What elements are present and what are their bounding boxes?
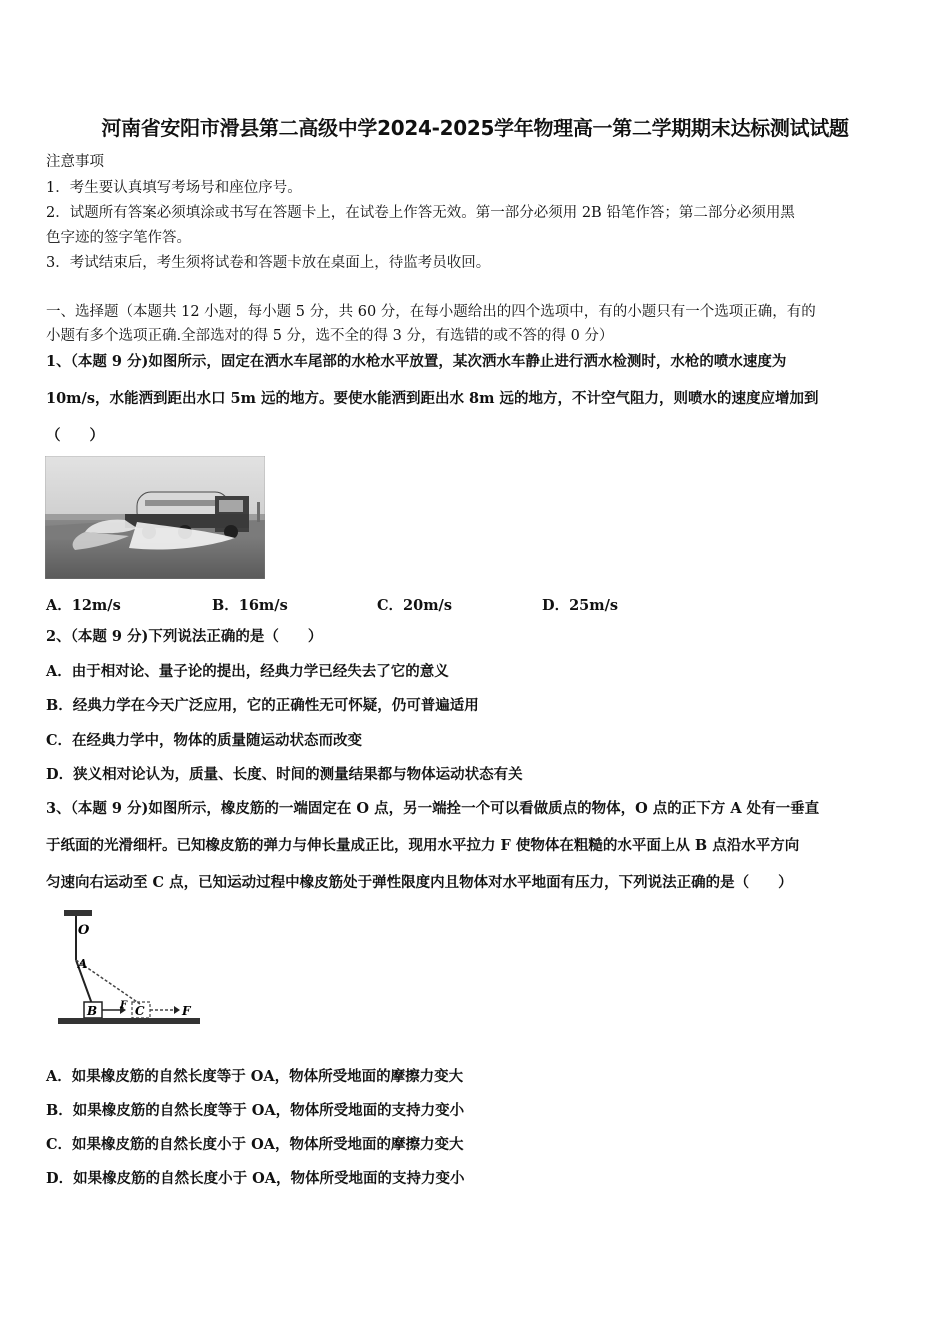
q1-option-a: A．12m/s xyxy=(46,597,121,614)
section1-intro-line2: 小题有多个选项正确.全部选对的得 5 分，选不全的得 3 分，有选错的或不答的得 0 分） xyxy=(46,328,614,344)
ceiling-support xyxy=(64,910,92,916)
notice-item-1: 1．考生要认真填写考场号和座位序号。 xyxy=(46,180,302,196)
water-truck-photo xyxy=(45,456,265,579)
ground xyxy=(58,1018,200,1024)
q2-option-b: B．经典力学在今天广泛应用，它的正确性无可怀疑，仍可普遍适用 xyxy=(46,697,479,714)
notice-item-2: 2．试题所有答案必须填涂或书写在答题卡上，在试卷上作答无效。第一部分必须用 2B 铅笔作答；第二部分必须用黑 xyxy=(46,205,795,221)
q3-option-b: B．如果橡皮筋的自然长度等于 OA，物体所受地面的支持力变小 xyxy=(46,1102,465,1119)
q1-option-b: B．16m/s xyxy=(212,597,288,614)
q3-stem-line3: 匀速向右运动至 C 点，已知运动过程中橡皮筋处于弹性限度内且物体对水平地面有压力，下列说法正确的是（ ） xyxy=(46,874,793,891)
label-o: O xyxy=(78,923,90,938)
section1-intro-line1: 一、选择题（本题共 12 小题，每小题 5 分，共 60 分，在每小题给出的四个选项中，有的小题只有一个选项正确，有的 xyxy=(46,304,816,320)
q3-stem-line1: 3、（本题 9 分)如图所示，橡皮筋的一端固定在 O 点，另一端拴一个可以看做质点的物体，O 点的正下方 A 处有一垂直 xyxy=(46,800,820,817)
q1-option-c: C．20m/s xyxy=(377,597,453,614)
q1-stem-line2: 10m/s，水能洒到距出水口 5m 远的地方。要使水能洒到距出水 8m 远的地方，不计空气阻力，则喷水的速度应增加到 xyxy=(46,390,819,407)
q2-option-d: D．狭义相对论认为，质量、长度、时间的测量结果都与物体运动状态有关 xyxy=(46,766,523,783)
q3-option-d: D．如果橡皮筋的自然长度小于 OA，物体所受地面的支持力变小 xyxy=(46,1170,465,1187)
page-title: 河南省安阳市滑县第二高级中学2024-2025学年物理高一第二学期期末达标测试试题 xyxy=(101,116,849,140)
q3-option-c: C．如果橡皮筋的自然长度小于 OA，物体所受地面的摩擦力变大 xyxy=(46,1136,464,1153)
notice-heading: 注意事项 xyxy=(46,154,104,170)
q1-stem-line3: （ ） xyxy=(46,427,104,444)
label-b: B xyxy=(87,1004,98,1018)
q2-option-c: C．在经典力学中，物体的质量随运动状态而改变 xyxy=(46,732,363,749)
label-c: C xyxy=(135,1004,145,1018)
q3-option-a: A．如果橡皮筋的自然长度等于 OA，物体所受地面的摩擦力变大 xyxy=(46,1068,464,1085)
q1-option-d: D．25m/s xyxy=(542,597,619,614)
q2-option-a: A．由于相对论、量子论的提出，经典力学已经失去了它的意义 xyxy=(46,663,449,680)
notice-item-3: 3．考试结束后，考生须将试卷和答题卡放在桌面上，待监考员收回。 xyxy=(46,255,491,271)
label-a: A xyxy=(78,957,88,971)
rubber-band-diagram xyxy=(48,908,204,1032)
q1-stem-line1: 1、（本题 9 分)如图所示，固定在洒水车尾部的水枪水平放置，某次洒水车静止进行洒水检测时，水枪的喷水速度为 xyxy=(46,353,787,370)
q2-stem: 2、（本题 9 分)下列说法正确的是（ ） xyxy=(46,628,323,645)
notice-item-2-cont: 色字迹的签字笔作答。 xyxy=(46,230,191,246)
label-f-b: F xyxy=(120,1000,128,1011)
q3-stem-line2: 于纸面的光滑细杆。已知橡皮筋的弹力与伸长量成正比，现用水平拉力 F 使物体在粗糙的水平面上从 B 点沿水平方向 xyxy=(46,837,800,854)
label-f-c: F xyxy=(182,1004,191,1018)
